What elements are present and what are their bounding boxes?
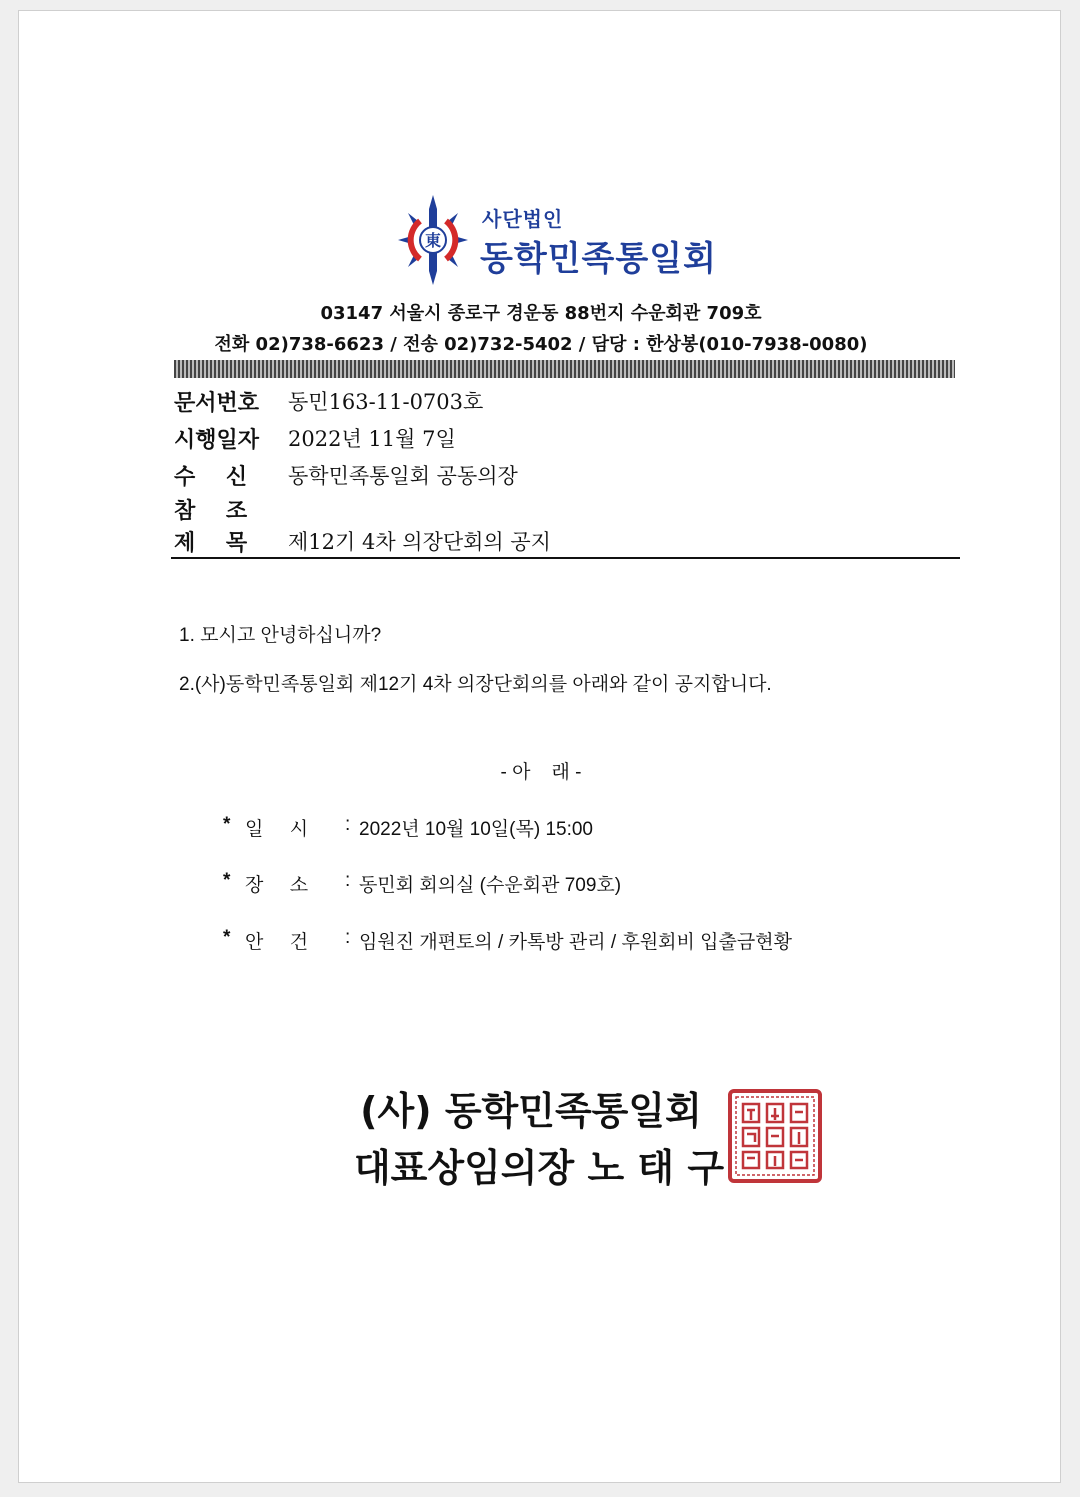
meta-label: 문서번호 xyxy=(174,390,260,416)
detail-item-datetime xyxy=(223,814,593,841)
meta-reference xyxy=(174,493,288,525)
address-line: 03147 서울시 종로구 경운동 88번지 수운회관 709호 xyxy=(320,303,762,324)
organization-logo xyxy=(384,195,717,285)
meta-subject xyxy=(174,525,551,557)
greeting-paragraph: 1. 모시고 안녕하십니까? xyxy=(179,625,382,646)
meta-label: 수 신 xyxy=(174,464,248,490)
detail-item-agenda xyxy=(223,927,792,954)
meta-label: 제 목 xyxy=(174,530,248,556)
signature-title: 대표상임의장 노 태 구 xyxy=(353,1146,725,1190)
meta-value: 제12기 4차 의장단회의 공지 xyxy=(288,530,551,554)
meta-value: 동민163-11-0703호 xyxy=(288,390,484,414)
official-seal-icon xyxy=(727,1088,823,1184)
detail-separator: : xyxy=(345,927,351,948)
detail-value: 2022년 10월 10일(목) 15:00 xyxy=(359,819,593,840)
meta-label: 시행일자 xyxy=(174,427,260,453)
meta-bottom-rule xyxy=(171,557,960,559)
detail-separator: : xyxy=(345,870,351,891)
header-divider xyxy=(174,360,955,378)
bullet: * xyxy=(223,870,231,891)
contact-line: 전화 02)738-6623 / 전송 02)732-5402 / 담당 : 한상봉(010-7938-0080) xyxy=(214,334,868,355)
svg-text:東: 東 xyxy=(424,231,442,250)
detail-label: 안 건 xyxy=(245,932,309,953)
notice-paragraph: 2.(사)동학민족통일회 제12기 4차 의장단회의를 아래와 같이 공지합니다. xyxy=(179,674,772,695)
meta-date xyxy=(174,422,456,454)
meta-value: 동학민족통일회 공동의장 xyxy=(288,464,518,488)
document-page xyxy=(18,10,1061,1483)
bullet: * xyxy=(223,927,231,948)
detail-value: 임원진 개편토의 / 카톡방 관리 / 후원회비 입출금현황 xyxy=(359,932,792,953)
meta-recipient xyxy=(174,459,518,491)
detail-value: 동민회 회의실 (수운회관 709호) xyxy=(359,875,622,896)
meta-label: 참 조 xyxy=(174,498,248,524)
detail-label: 일 시 xyxy=(245,819,309,840)
logo-title: 동학민족통일회 xyxy=(480,239,717,279)
emblem-icon xyxy=(398,195,468,285)
logo-subtitle: 사단법인 xyxy=(482,207,564,231)
meta-doc-number xyxy=(174,385,483,417)
signature-organization: (사) 동학민족통일회 xyxy=(360,1089,702,1133)
detail-separator: : xyxy=(345,814,351,835)
detail-label: 장 소 xyxy=(245,875,309,896)
bullet: * xyxy=(223,814,231,835)
meta-value: 2022년 11월 7일 xyxy=(288,427,456,451)
section-heading: - 아 래 - xyxy=(500,762,582,783)
detail-item-place xyxy=(223,870,621,897)
